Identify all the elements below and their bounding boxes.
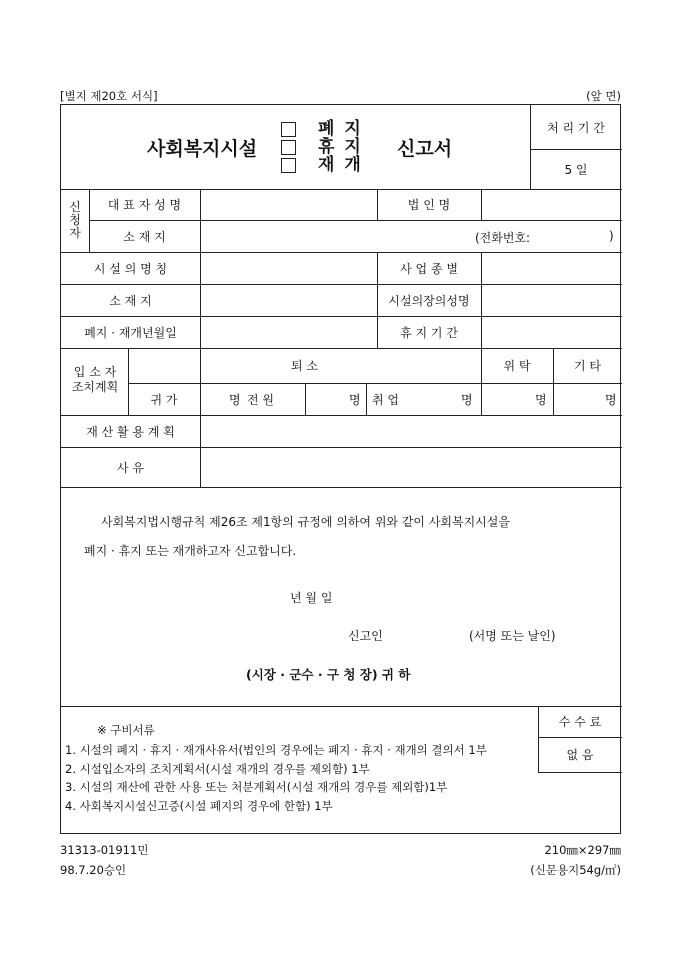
head-name-field[interactable] <box>482 285 621 316</box>
paper-type: (신문용지54g/㎡) <box>530 863 621 877</box>
form-number: [별지 제20호 서식] <box>60 89 158 103</box>
form-code: 31313-01911민 <box>60 843 149 857</box>
status-options <box>281 120 363 174</box>
employment-label: 취 업 <box>372 393 399 407</box>
facility-address-label: 소 재 지 <box>109 293 152 308</box>
discharge-header: 퇴 소 <box>291 359 318 373</box>
reason-label: 사 유 <box>117 460 144 475</box>
document-item: 2. 시설입소자의 조치계획서(시설 재개의 경우를 제외함) 1부 <box>65 761 370 776</box>
form-title: 사회복지시설 <box>147 138 258 160</box>
rep-name-field[interactable] <box>201 190 376 220</box>
applicant-address-label: 소 재 지 <box>123 229 166 244</box>
form-title-suffix: 신고서 <box>397 138 453 160</box>
facility-name-label: 시 설 의 명 칭 <box>93 261 168 276</box>
corp-name-label: 법 인 명 <box>407 198 451 212</box>
documents-list <box>65 741 487 815</box>
processing-period-label: 처 리 기 간 <box>547 120 605 135</box>
reporter-label: 신고인 <box>348 629 383 643</box>
other-header: 기 타 <box>574 359 601 373</box>
applicant-group-label: 신청자 <box>69 200 81 240</box>
business-type-label: 사 업 종 별 <box>400 261 458 276</box>
paper-size: 210㎜×297㎜ <box>544 843 621 857</box>
reason-field[interactable] <box>201 448 621 487</box>
option-abolish[interactable]: 폐 지 <box>281 120 363 138</box>
facility-address-field[interactable] <box>201 285 376 316</box>
checkbox-icon[interactable] <box>281 140 296 155</box>
property-plan-label: 재 산 활 용 계 획 <box>86 424 175 439</box>
facility-name-field[interactable] <box>201 253 376 284</box>
checkbox-icon[interactable] <box>281 158 296 173</box>
other-unit: 명 <box>605 393 617 407</box>
signature-label: (서명 또는 날인) <box>469 629 556 643</box>
document-item: 4. 사회복지시설신고증(시설 폐지의 경우에 한함) 1부 <box>65 798 333 813</box>
corp-name-field[interactable] <box>482 190 621 220</box>
option-resume[interactable]: 재 개 <box>281 156 363 174</box>
entrust-unit: 명 <box>535 393 547 407</box>
documents-heading: ※ 구비서류 <box>97 723 155 737</box>
rep-name-label: 대 표 자 성 명 <box>107 198 182 212</box>
date-label: 폐지 · 재개년월일 <box>84 325 177 340</box>
checkbox-icon[interactable] <box>281 122 296 137</box>
employment-unit: 명 <box>461 393 473 407</box>
head-name-label: 시설의장의성명 <box>388 293 470 308</box>
suspend-period-label: 휴 지 기 간 <box>400 325 458 340</box>
entrust-header: 위 탁 <box>503 359 531 373</box>
transfer-label: 전 원 <box>247 393 274 407</box>
phone-label: (전화번호: <box>475 231 531 245</box>
recipient: (시장 · 군수 · 구 청 장) 귀 하 <box>246 667 411 682</box>
property-plan-field[interactable] <box>201 416 621 447</box>
business-type-field[interactable] <box>482 253 621 284</box>
transfer-unit: 명 <box>349 393 361 407</box>
phone-close: ) <box>609 229 614 243</box>
residents-label: 입 소 자 조치계획 <box>71 365 119 394</box>
approval-date: 98.7.20승인 <box>60 863 127 877</box>
suspend-period-field[interactable] <box>482 317 621 348</box>
statement-date: 년 월 일 <box>290 591 333 605</box>
fee-value: 없 음 <box>566 748 594 762</box>
statement-line-1: 사회복지법시행규칙 제26조 제1항의 규정에 의하여 위와 같이 사회복지시설을 <box>101 515 510 529</box>
report-form <box>60 104 621 834</box>
date-field[interactable] <box>201 317 376 348</box>
page-side: (앞 면) <box>586 89 621 103</box>
fee-label: 수 수 료 <box>558 715 602 729</box>
statement-line-2: 폐지 · 휴지 또는 재개하고자 신고합니다. <box>84 544 297 558</box>
document-item: 1. 시설의 폐지 · 휴지 · 재개사유서(법인의 경우에는 폐지 · 휴지 · 재개의 결의서 1부 <box>65 743 487 757</box>
return-home-label: 귀 가 <box>150 392 178 407</box>
applicant-address-field[interactable] <box>201 221 481 252</box>
return-home-unit: 명 <box>229 393 241 407</box>
processing-period-value: 5 일 <box>564 162 588 177</box>
document-item: 3. 시설의 재산에 관한 사용 또는 처분계획서(시설 재개의 경우를 제외함)1부 <box>65 780 448 794</box>
option-suspend[interactable]: 휴 지 <box>281 138 363 156</box>
